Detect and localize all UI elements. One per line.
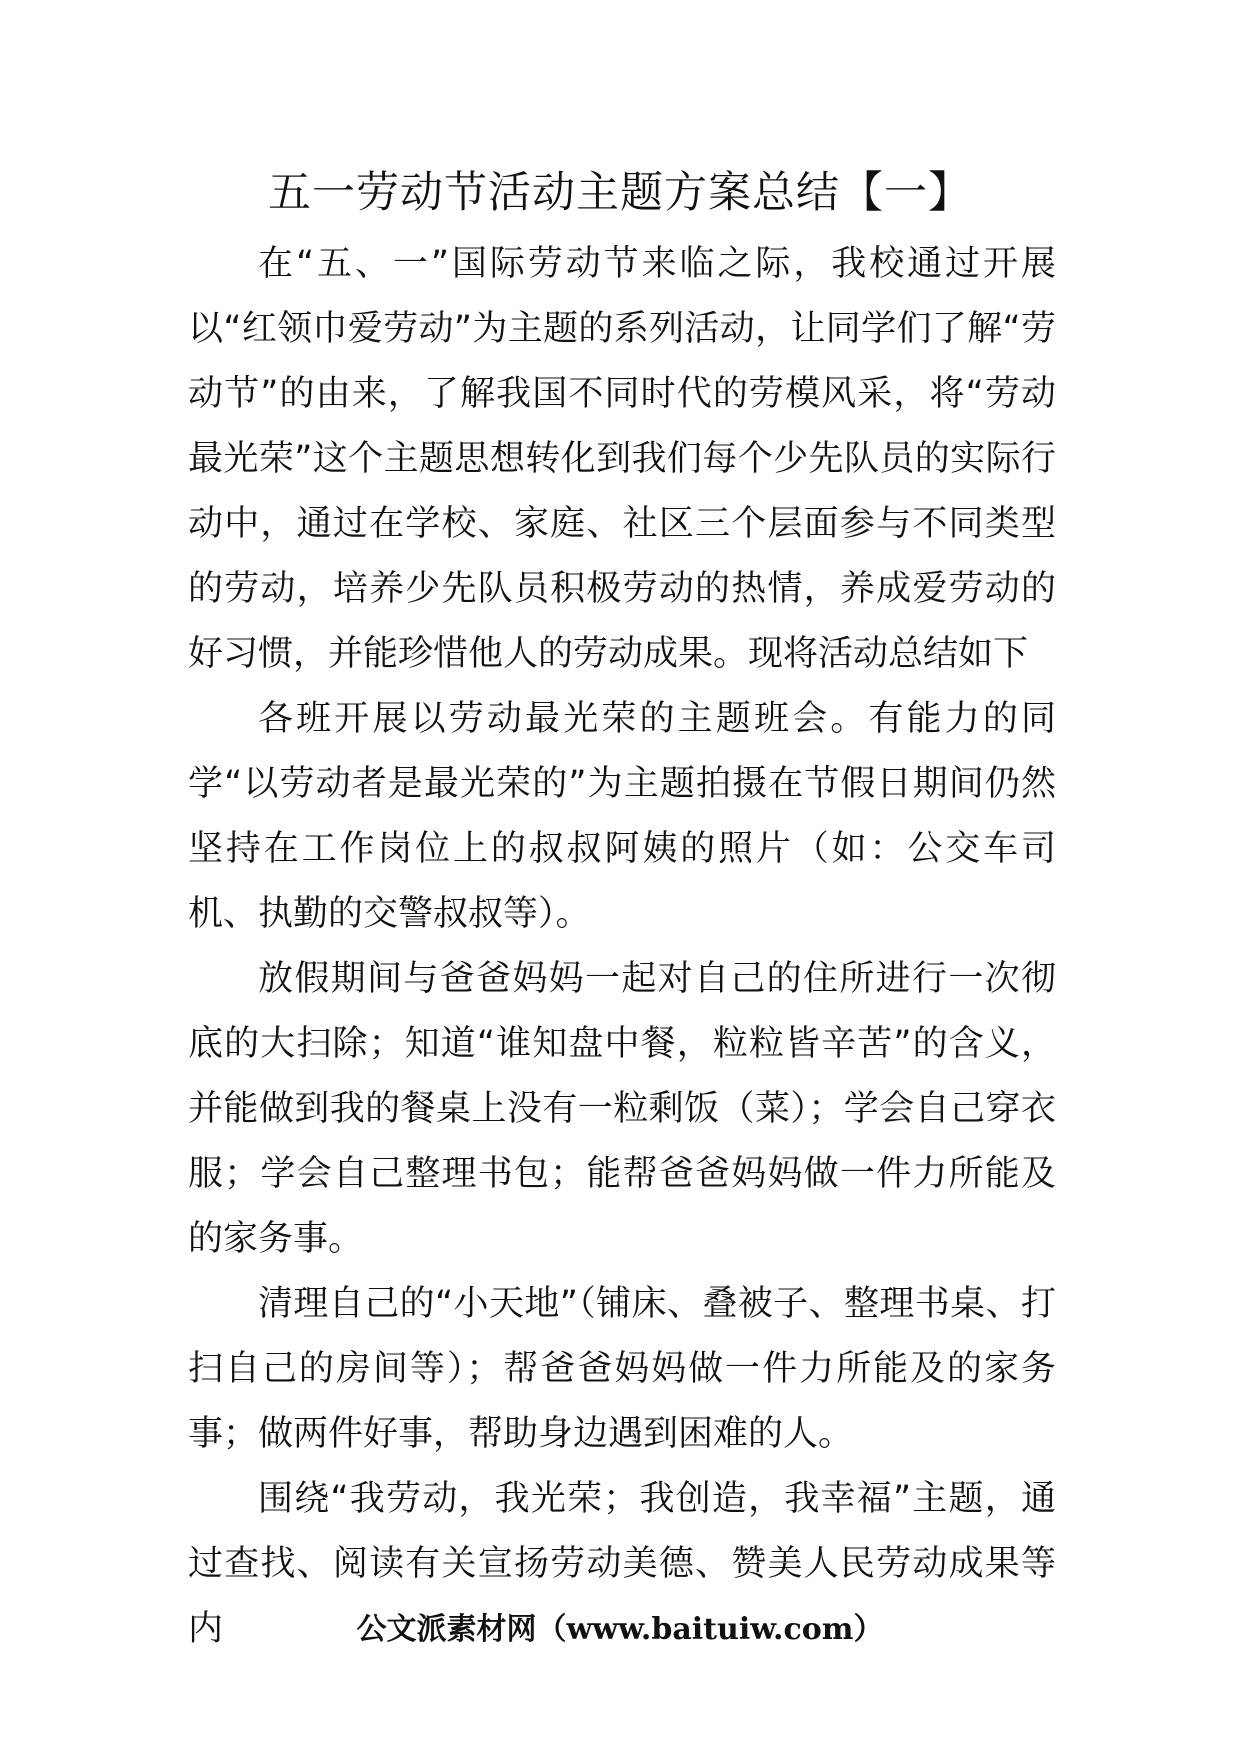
document-title: 五一劳动节活动主题方案总结【一】 — [268, 168, 972, 218]
document-body — [188, 232, 1056, 1662]
paragraph-1: 在“五、一”国际劳动节来临之际，我校通过开展以“红领巾爱劳动”为主题的系列活动，让同学们了解“劳动节”的由来，了解我国不同时代的劳模风采，将“劳动最光荣”这个主题思想转化到我们每个少先队员的实际行动中，通过在学校、家庭、社区三个层面参与不同类型的劳动，培养少先队员积极劳动的热情，养成爱劳动的好习惯，并能珍惜他人的劳动成果。现将活动总结如下 — [188, 244, 1056, 674]
paragraph-2: 各班开展以劳动最光荣的主题班会。有能力的同学“以劳动者是最光荣的”为主题拍摄在节假日期间仍然坚持在工作岗位上的叔叔阿姨的照片（如：公交车司机、执勤的交警叔叔等）。 — [188, 699, 1056, 934]
page-footer-watermark: 公文派素材网（www.baituiw.com） — [356, 1612, 884, 1647]
paragraph-4: 清理自己的“小天地”（铺床、叠被子、整理书桌、打扫自己的房间等）；帮爸爸妈妈做一件力所能及的家务事；做两件好事，帮助身边遇到困难的人。 — [188, 1284, 1056, 1454]
paragraph-5: 围绕“我劳动，我光荣；我创造，我幸福”主题，通过查找、阅读有关宣扬劳动美德、赞美人民劳动成果等内 — [188, 1479, 1056, 1649]
paragraph-3: 放假期间与爸爸妈妈一起对自己的住所进行一次彻底的大扫除；知道“谁知盘中餐，粒粒皆辛苦”的含义，并能做到我的餐桌上没有一粒剩饭（菜）；学会自己穿衣服；学会自己整理书包；能帮爸爸妈妈做一件力所能及的家务事。 — [188, 959, 1056, 1259]
